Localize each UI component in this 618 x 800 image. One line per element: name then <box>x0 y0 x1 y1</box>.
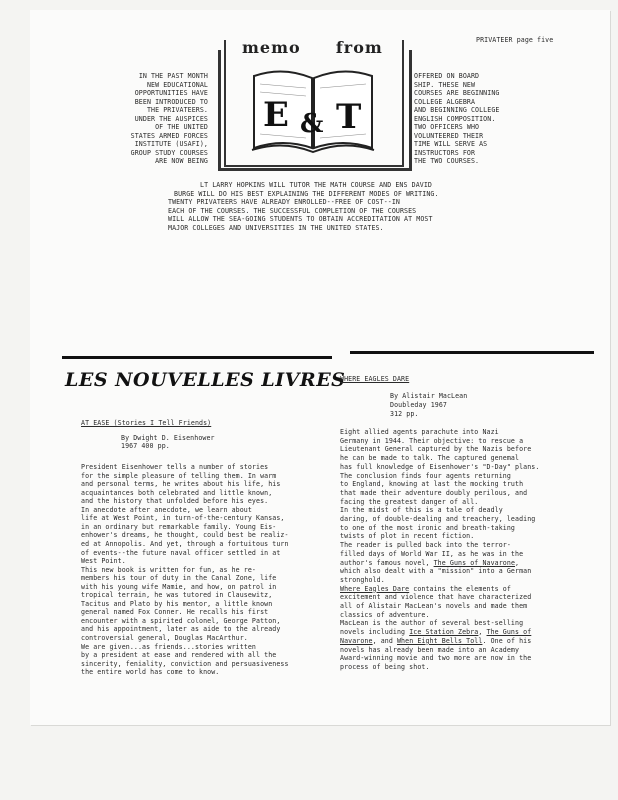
book1-body-line: members his tour of duty in the Canal Zone, life <box>81 574 277 583</box>
headline-rule-right <box>350 351 594 354</box>
memo-right-line: OFFERED ON BOARD <box>414 72 480 80</box>
book2-body-line: The reader is pulled back into the terror- <box>340 541 511 550</box>
book2-body-line: twists of plot in recent fiction. <box>340 532 475 541</box>
book1-body-line: the entire world has come to know. <box>81 668 220 677</box>
open-book-icon <box>248 64 378 156</box>
book2-body-line: classics of adventure. <box>340 610 430 619</box>
memo-right-line: AND BEGINNING COLLEGE <box>414 106 500 114</box>
book2-body-line: has full knowledge of Eisenhower's "D-Day" plans. <box>340 462 540 471</box>
book2-body-line: Eight allied agents parachute into Nazi <box>340 428 499 436</box>
memo-left-line: GROUP STUDY COURSES <box>130 148 208 157</box>
book1-body-line: controversial general, Douglas MacArthur. <box>81 634 248 642</box>
book2-pages: 312 pp. <box>390 410 419 418</box>
memo-bottom-line: MAJOR COLLEGES AND UNIVERSITIES IN THE UNITED STATES. <box>168 224 384 232</box>
memo-title-word1: memo <box>242 38 301 57</box>
book2-author: By Alistair MacLean <box>390 392 468 400</box>
book2-body-line: process of being shot. <box>340 662 430 671</box>
memo-left-line: THE PRIVATEERS. <box>146 106 208 114</box>
book2-body-line: daring, of double-dealing and treachery, leading <box>340 515 536 523</box>
book2-body-line: novels including Ice Station Zebra, The Guns of <box>340 628 532 637</box>
book2-body-line: filled days of World War II, as he was in the <box>340 549 524 558</box>
memo-bottom-line: LT LARRY HOPKINS WILL TUTOR THE MATH COURSE AND ENS DAVID <box>200 181 432 189</box>
book2-body-line: stronghold. <box>340 575 385 584</box>
logo-ampersand: & <box>300 109 324 139</box>
book2-body-line: Award-winning movie and two more are now in the <box>340 654 532 663</box>
memo-right-line: TWO OFFICERS WHO <box>414 123 480 131</box>
book2-body-line: In the midst of this is a tale of deadly <box>340 506 503 515</box>
headline-rule-left <box>62 356 332 359</box>
memo-bottom-line: TWENTY PRIVATEERS HAVE ALREADY ENROLLED--FREE OF COST--IN <box>168 198 400 207</box>
book2-body-line: Lieutenant General captured by the Nazis before <box>340 445 532 454</box>
book1-body-line: This new book is written for fun, as he re- <box>81 565 256 574</box>
page-header-label: PRIVATEER page five <box>476 36 554 44</box>
book1-body-line: and the history that unfolded before his eyes. <box>81 497 269 506</box>
book1-body-line: We are given...as friends...stories written <box>81 642 256 651</box>
book2-body-line: Germany in 1944. Their objective: to rescue a <box>340 436 524 445</box>
section-headline: LES NOUVELLES LIVRES <box>65 369 346 391</box>
memo-right-line: THE TWO COURSES. <box>414 157 480 165</box>
memo-left-line: INSTITUTE (USAFI), <box>134 140 208 148</box>
book1-body-line: West Point. <box>81 557 126 566</box>
book1-body-line: President Eisenhower tells a number of stories <box>81 463 269 471</box>
memo-right-line: ENGLISH COMPOSITION. <box>414 114 496 123</box>
memo-left-line: OF THE UNITED <box>155 123 208 131</box>
book2-body-line: he can be made to talk. The captured genemal <box>340 454 520 463</box>
memo-left-line: ARE NOW BEING <box>155 157 208 165</box>
memo-left-line: OPPORTUNITIES HAVE <box>134 89 208 97</box>
memo-left-line: STATES ARMED FORCES <box>130 131 208 140</box>
book1-body-line: general named Fox Conner. He recalls his first <box>81 608 269 617</box>
book2-body-line: MacLean is the author of several best-selling <box>340 619 524 628</box>
book2-body-line: Where Eagles Dare contains the elements of <box>340 584 511 593</box>
memo-right-line: COURSES ARE BEGINNING <box>414 89 500 97</box>
book1-body-line: and his appointment, later as aide to the already <box>81 625 281 634</box>
book1-body-line: encounter with a spirited colonel, George Patton, <box>81 616 281 625</box>
book1-body-line: life at West Point, in turn-of-the-century Kansas, <box>81 514 285 523</box>
memo-left-line: UNDER THE AUSPICES <box>134 114 208 123</box>
memo-right-line: COLLEGE ALGEBRA <box>414 97 476 106</box>
book1-body-line: enhower's dreams, he thought, could best be realiz- <box>81 531 289 540</box>
book1-body-line: and personal terms, he writes about his life, his <box>81 480 281 489</box>
memo-left-line: IN THE PAST MONTH <box>138 72 208 80</box>
memo-right-line: TIME WILL SERVE AS <box>414 140 488 148</box>
memo-bottom-line: BURGE WILL DO HIS BEST EXPLAINING THE DIFFERENT MODES OF WRITING. <box>174 189 439 198</box>
memo-bottom-line: EACH OF THE COURSES. THE SUCCESSFUL COMPLETION OF THE COURSES <box>168 206 417 215</box>
memo-left-line: NEW EDUCATIONAL <box>146 80 208 89</box>
memo-title <box>242 38 383 57</box>
book2-body-line: novels has already been made into an Academy <box>340 645 520 654</box>
memo-bottom-line: WILL ALLOW THE SEA-GOING STUDENTS TO OBTAIN ACCREDITATION AT MOST <box>168 215 433 224</box>
book2-body-line: all of Alistair MacLean's novels and made them <box>340 602 528 610</box>
book2-publisher: Doubleday 1967 <box>390 401 447 409</box>
book1-body-line: sincerity, feniality, conviction and persuasiveness <box>81 659 289 668</box>
book1-title: AT EASE (Stories I Tell Friends) <box>81 419 212 427</box>
book2-body-line: The conclusion finds four agents returning <box>340 471 511 480</box>
book2-body-line: to one of the most ironic and breath-taking <box>340 523 515 532</box>
book1-body-line: tropical terrain, he was tutored in Clausewitz, <box>81 591 273 600</box>
book1-body-line: in an ordinary but remarkable family. Young Eis- <box>81 522 277 531</box>
memo-logo-box <box>218 40 406 168</box>
book1-body-line: by a president at ease and rendered with all the <box>81 651 277 660</box>
book2-title: WHERE EAGLES DARE <box>340 375 410 383</box>
logo-letter-e: E <box>263 95 289 135</box>
book1-publication: 1967 400 pp. <box>121 442 170 450</box>
memo-title-word2: from <box>335 38 383 57</box>
book1-author: By Dwight D. Eisenhower <box>121 434 215 442</box>
book2-body-line: Navarone, and When Eight Bells Toll. One of his <box>340 636 532 645</box>
book2-body-line: facing the greatest danger of all. <box>340 497 479 506</box>
book2-body-line: excitement and violence that have characterized <box>340 593 532 602</box>
book2-body-line: to England, knowing at last the mocking truth <box>340 480 524 489</box>
book1-body-line: Tacitus and Plato by his mentor, a little known <box>81 599 273 608</box>
book1-body-line: ed at Annopolis. And yet, through a fortuitous turn <box>81 539 289 548</box>
book2-body-line: author's famous novel, The Guns of Navarone, <box>340 558 520 567</box>
book1-body-line: of events--the future naval officer settled in at <box>81 548 281 557</box>
book1-body-line: In anecdote after anecdote, we learn about <box>81 505 252 514</box>
memo-right-line: INSTRUCTORS FOR <box>414 148 476 157</box>
memo-right-line: SHIP. THESE NEW <box>414 80 476 89</box>
book1-body-line: for the simple pleasure of telling them. In warm <box>81 471 277 480</box>
book2-body-line: that made their adventure doubly perilous, and <box>340 488 528 497</box>
logo-letter-t: T <box>336 97 362 137</box>
book1-body-line: with his young wife Mamie, and how, on patrol in <box>81 582 277 591</box>
book2-body-line: which also dealt with a "mission" into a German <box>340 567 532 576</box>
memo-left-line: BEEN INTRODUCED TO <box>134 97 208 106</box>
memo-right-line: VOLUNTEERED THEIR <box>414 131 484 140</box>
book1-body-line: acquaintances both celebrated and little known, <box>81 488 273 497</box>
